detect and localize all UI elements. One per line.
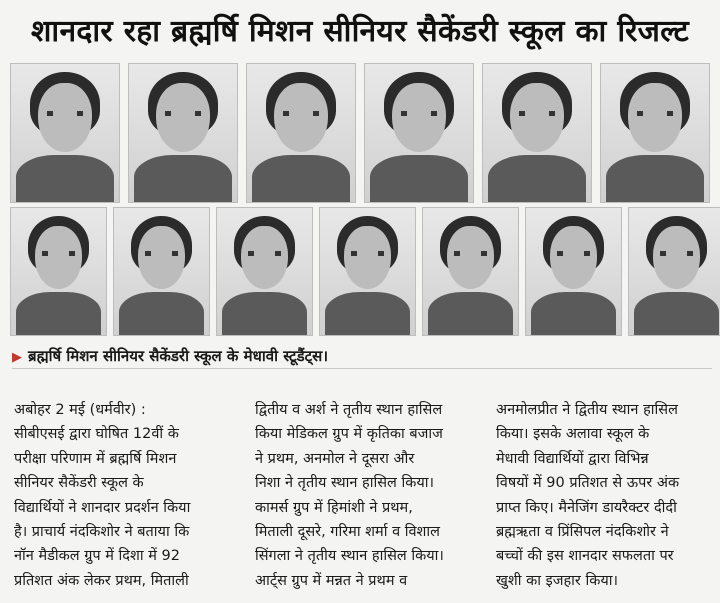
photo-row-top bbox=[10, 63, 710, 203]
student-photo bbox=[482, 63, 592, 203]
article-body bbox=[14, 398, 710, 598]
article-line: मेधावी विद्यार्थियों द्वारा विभिन्न bbox=[496, 450, 649, 467]
student-photo bbox=[525, 207, 622, 336]
article-line: सीबीएसई द्वारा घोषित 12वीं के bbox=[14, 426, 179, 443]
article-line: विषयों में 90 प्रतिशत से ऊपर अंक bbox=[496, 475, 680, 492]
caption-arrow-icon: ▶ bbox=[12, 350, 22, 365]
article-line: खुशी का इजहार किया। bbox=[496, 572, 619, 589]
headline: शानदार रहा ब्रह्मर्षि मिशन सीनियर सैकेंडरी स्कूल का रिजल्ट bbox=[30, 14, 690, 49]
article-line: द्वितीय व अर्श ने तृतीय स्थान हासिल bbox=[255, 402, 443, 418]
article-line: मिताली दूसरे, गरिमा शर्मा व विशाल bbox=[255, 524, 441, 541]
student-photo bbox=[246, 63, 356, 203]
photo-caption bbox=[12, 344, 712, 369]
article-line: किया। इसके अलावा स्कूल के bbox=[496, 426, 650, 443]
article-line: सिंगला ने तृतीय स्थान हासिल किया। bbox=[255, 548, 444, 565]
student-photo bbox=[319, 207, 416, 336]
article-line: अबोहर 2 मई (धर्मवीर) : bbox=[14, 402, 146, 418]
article-line: अनमोलप्रीत ने द्वितीय स्थान हासिल bbox=[496, 402, 678, 418]
student-photo bbox=[128, 63, 238, 203]
student-photo bbox=[364, 63, 474, 203]
student-photo bbox=[628, 207, 720, 336]
article-line: है। प्राचार्य नंदकिशोर ने बताया कि bbox=[14, 524, 190, 541]
article-line: ब्रह्मऋता व प्रिंसिपल नंदकिशोर ने bbox=[496, 524, 669, 541]
article-line: सीनियर सैकेंडरी स्कूल के bbox=[14, 475, 144, 492]
article-column-2 bbox=[255, 398, 469, 598]
student-photo bbox=[10, 63, 120, 203]
article-line: नॉन मैडीकल ग्रुप में दिशा में 92 bbox=[14, 548, 180, 565]
student-photo bbox=[600, 63, 710, 203]
article-line: विद्यार्थियों ने शानदार प्रदर्शन किया bbox=[14, 499, 191, 516]
article-line: किया मेडिकल ग्रुप में कृतिका बजाज bbox=[255, 426, 443, 443]
caption-text: ब्रह्मर्षि मिशन सीनियर सैकेंडरी स्कूल के मेधावी स्टूडैंट्स। bbox=[28, 347, 329, 365]
student-photo bbox=[113, 207, 210, 336]
article-column-3 bbox=[496, 398, 710, 598]
article-line: परीक्षा परिणाम में ब्रह्मर्षि मिशन bbox=[14, 450, 177, 467]
article-line: कामर्स ग्रुप में हिमांशी ने प्रथम, bbox=[255, 499, 413, 516]
photo-row-bottom bbox=[10, 207, 720, 336]
article-line: प्राप्त किए। मैनेजिंग डायरैक्टर दीदी bbox=[496, 499, 677, 516]
article-line: निशा ने तृतीय स्थान हासिल किया। bbox=[255, 475, 435, 492]
student-photo bbox=[216, 207, 313, 336]
article-line: प्रतिशत अंक लेकर प्रथम, मिताली bbox=[14, 572, 189, 589]
article-line: ने प्रथम, अनमोल ने दूसरा और bbox=[255, 450, 415, 467]
student-photo bbox=[422, 207, 519, 336]
article-line: बच्चों की इस शानदार सफलता पर bbox=[496, 548, 674, 565]
article-column-1 bbox=[14, 398, 228, 598]
student-photo bbox=[10, 207, 107, 336]
article-line: आर्ट्स ग्रुप में मन्नत ने प्रथम व bbox=[255, 572, 408, 589]
